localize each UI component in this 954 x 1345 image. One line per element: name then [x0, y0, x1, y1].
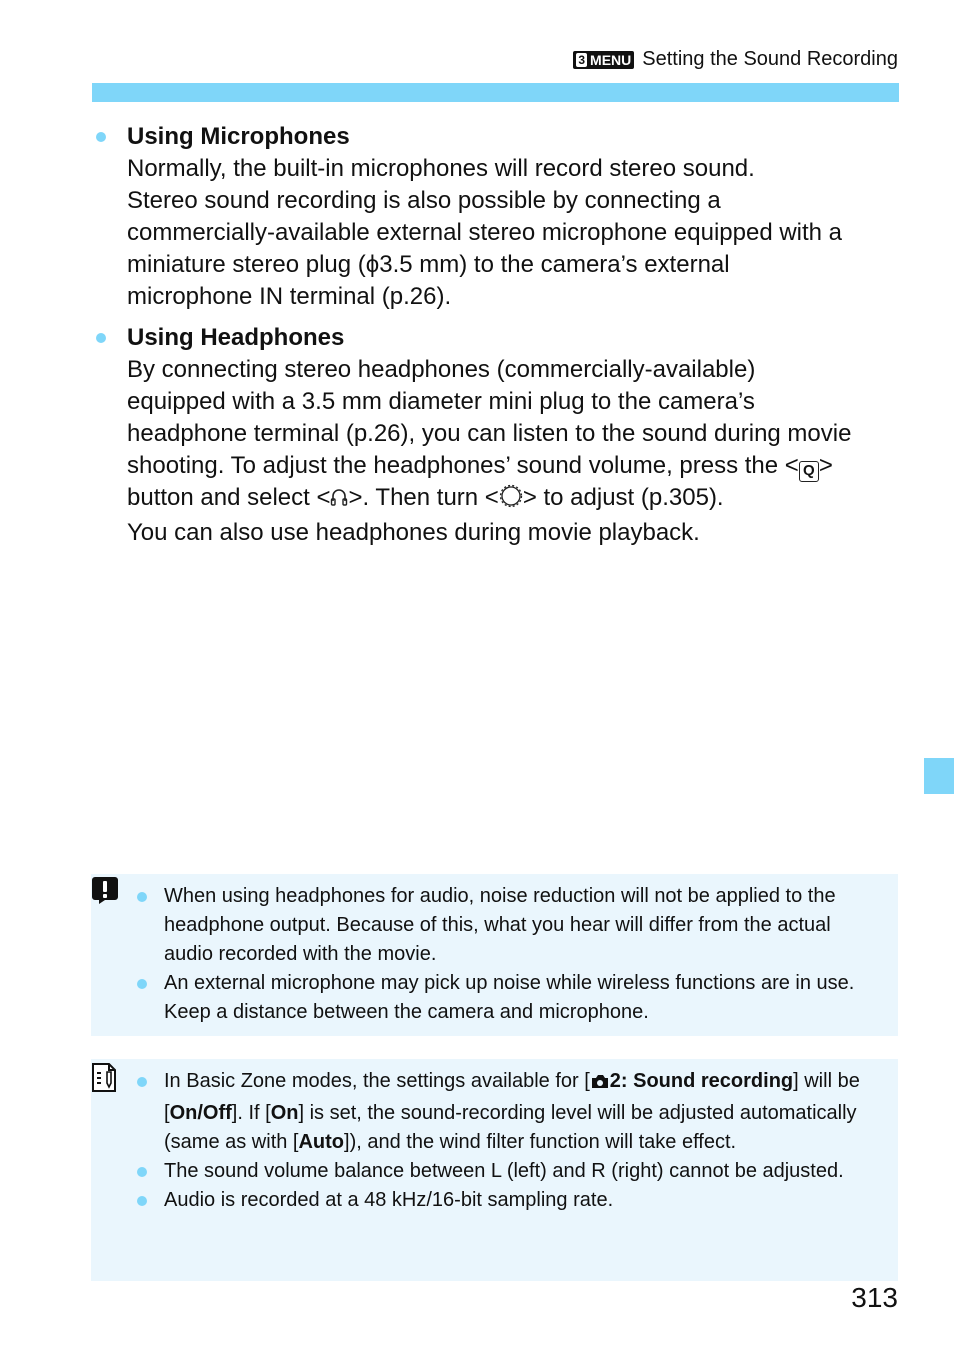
list-item: [137, 1157, 874, 1186]
running-header: [573, 48, 898, 71]
bullet-icon: [96, 132, 106, 142]
body-line: [127, 450, 906, 482]
header-section-title: Setting the Sound Recording: [642, 48, 898, 70]
section-title: [96, 121, 906, 153]
body-line: [127, 482, 906, 517]
quick-control-dial-icon: [499, 484, 523, 517]
note-text-run: ]), and the wind filter function will take effect.: [344, 1131, 737, 1153]
menu-setting-name: 2: Sound recording: [609, 1070, 794, 1092]
body-line: By connecting stereo headphones (commercially-available): [127, 356, 756, 383]
menu-label: MENU: [590, 51, 632, 68]
memo-box: [91, 1059, 898, 1281]
list-item: [137, 882, 874, 969]
camera-tab-icon: [590, 1070, 610, 1099]
note-text: When using headphones for audio, noise reduction will not be applied to the headphone output. Because of this, what you hear will differ from the actual audio recorded with the movie.: [164, 885, 836, 965]
note-text-run: ] is set, the sound-recording level will be adjusted automatically (same as with [: [164, 1102, 857, 1153]
bullet-icon: [137, 1196, 147, 1206]
memo-list: [137, 1067, 874, 1215]
page-number: 313: [851, 1282, 898, 1313]
bullet-icon: [96, 333, 106, 343]
note-text-run: ]. If [: [231, 1102, 271, 1124]
section-body: [127, 354, 906, 549]
section-using-headphones: [96, 322, 906, 549]
list-item: [137, 1067, 874, 1157]
setting-value: On/Off: [169, 1102, 232, 1124]
section-body: [127, 153, 906, 313]
note-text: The sound volume balance between L (left) and R (right) cannot be adjusted.: [164, 1160, 844, 1182]
note-text: [164, 1067, 874, 1157]
setting-value: Auto: [298, 1131, 345, 1153]
body-line: microphone IN terminal (p.26).: [127, 283, 452, 310]
body-text-run: > to adjust (p.305).: [522, 484, 724, 511]
note-text: An external microphone may pick up noise while wireless functions are in use. Keep a distance between the camera and microphone.: [164, 972, 855, 1023]
headphones-icon: [330, 485, 348, 517]
menu-tab-number: 3: [578, 52, 586, 67]
body-text-run: >: [818, 452, 833, 479]
body-text-run: shooting. To adjust the headphones’ sound volume, press the <: [127, 452, 799, 479]
list-item: [137, 969, 874, 1027]
body-line: miniature stereo plug (ϕ3.5 mm) to the camera’s external: [127, 251, 730, 278]
bullet-icon: [137, 892, 147, 902]
body-line: headphone terminal (p.26), you can listen to the sound during movie: [127, 420, 852, 447]
header-accent-bar: [92, 83, 899, 102]
body-line: You can also use headphones during movie playback.: [127, 519, 700, 546]
section-title-text: Using Microphones: [127, 123, 350, 150]
body-text-run: >. Then turn <: [348, 484, 499, 511]
menu-tab-badge: [573, 51, 634, 69]
q-button-icon: Q: [799, 461, 819, 482]
bullet-icon: [137, 979, 147, 989]
body-line: Stereo sound recording is also possible by connecting a: [127, 187, 721, 214]
section-title: [96, 322, 906, 354]
body-line: commercially-available external stereo microphone equipped with a: [127, 219, 843, 246]
list-item: [137, 1186, 874, 1215]
setting-value: On: [270, 1102, 299, 1124]
chapter-side-tab: [924, 758, 954, 794]
section-title-text: Using Headphones: [127, 324, 345, 351]
note-text: Audio is recorded at a 48 kHz/16-bit sampling rate.: [164, 1189, 614, 1211]
body-line: Normally, the built-in microphones will record stereo sound.: [127, 155, 755, 182]
caution-list: [137, 882, 874, 1027]
note-text-run: ] will be [: [164, 1070, 860, 1124]
note-text-run: In Basic Zone modes, the settings available for [: [164, 1070, 590, 1092]
body-text-run: button and select <: [127, 484, 331, 511]
body-line: equipped with a 3.5 mm diameter mini plug to the camera’s: [127, 388, 755, 415]
bullet-icon: [137, 1167, 147, 1177]
caution-box: [91, 874, 898, 1036]
bullet-icon: [137, 1077, 147, 1087]
section-using-microphones: [96, 121, 906, 313]
